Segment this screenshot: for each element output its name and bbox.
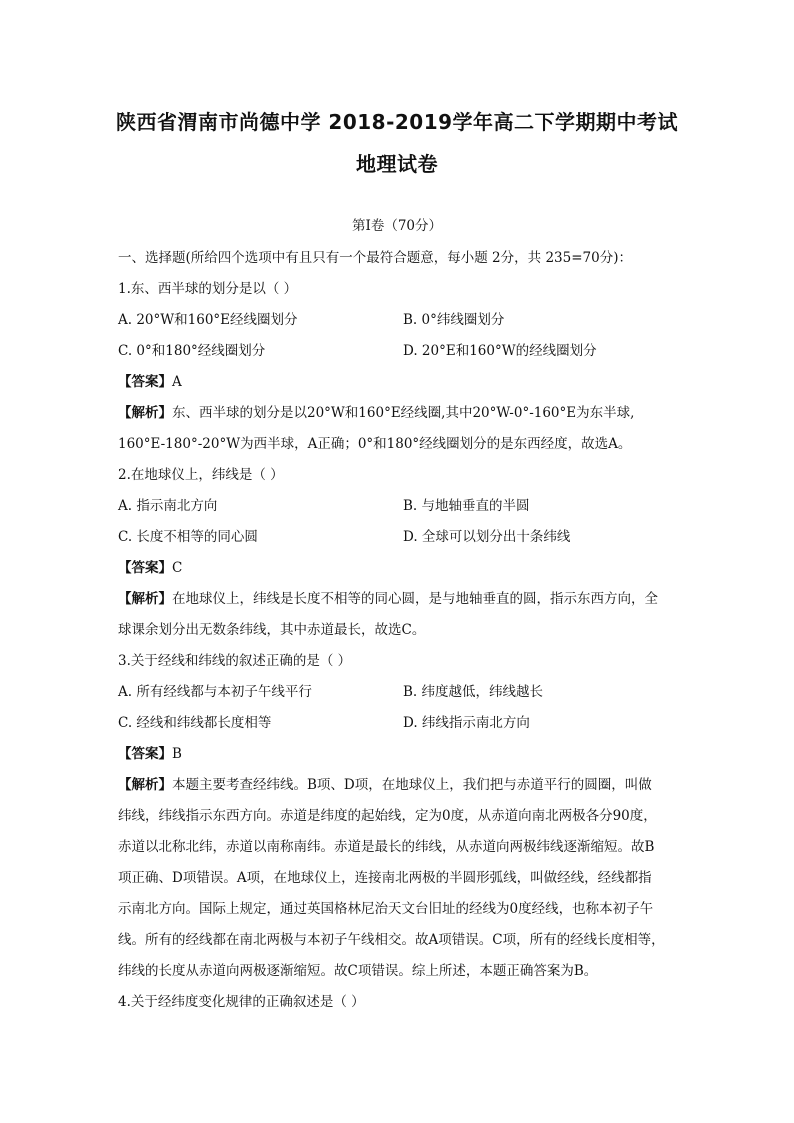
question-2-option-d: D. 全球可以划分出十条纬线 xyxy=(403,529,571,545)
document-title-line2: 地理试卷 xyxy=(356,152,438,176)
question-3-analysis-line: 示南北方向。国际上规定，通过英国格林尼治天文台旧址的经线为0度经线，也称本初子午 xyxy=(118,901,654,917)
question-2-option-b: B. 与地轴垂直的半圆 xyxy=(403,498,530,514)
section-label: 第Ⅰ卷（70分） xyxy=(351,218,442,234)
question-3-option-c: C. 经线和纬线都长度相等 xyxy=(118,715,272,731)
question-2-answer xyxy=(118,558,182,578)
answer-tag: 【答案】 xyxy=(118,374,172,390)
question-3-answer xyxy=(118,744,182,764)
question-3-analysis-line: 项正确、D项错误。A项，在地球仪上，连接南北两极的半圆形弧线，叫做经线，经线都指 xyxy=(118,870,652,886)
question-2-option-c: C. 长度不相等的同心圆 xyxy=(118,529,258,545)
question-1-analysis-line xyxy=(118,403,634,423)
analysis-tag: 【解析】 xyxy=(118,591,172,607)
question-2-option-a: A. 指示南北方向 xyxy=(118,498,218,514)
question-3-option-d: D. 纬线指示南北方向 xyxy=(403,715,530,731)
answer-tag: 【答案】 xyxy=(118,560,172,576)
analysis-text: 本题主要考查经纬线。B项、D项，在地球仪上，我们把与赤道平行的圆圈，叫做 xyxy=(172,777,652,793)
question-3-option-b: B. 纬度越低，纬线越长 xyxy=(403,684,544,700)
answer-value: C xyxy=(172,560,183,576)
question-3-analysis-line: 纬线，纬线指示东西方向。赤道是纬度的起始线，定为0度，从赤道向南北两极各分90度， xyxy=(118,808,657,824)
question-1-answer xyxy=(118,372,182,392)
question-2-analysis-line: 球课余划分出无数条纬线，其中赤道最长，故选C。 xyxy=(118,622,426,638)
analysis-tag: 【解析】 xyxy=(118,777,172,793)
question-1-option-c: C. 0°和180°经线圈划分 xyxy=(118,343,266,359)
question-3-analysis-line: 线。所有的经线都在南北两极与本初子午线相交。故A项错误。C项，所有的经线长度相等， xyxy=(118,932,665,948)
question-3-analysis-line xyxy=(118,775,652,795)
analysis-text: 在地球仪上，纬线是长度不相等的同心圆，是与地轴垂直的圆，指示东西方向，全 xyxy=(172,591,658,607)
section-instruction: 一、选择题(所给四个选项中有且只有一个最符合题意，每小题 2分，共 235=70分)： xyxy=(118,250,632,266)
answer-tag: 【答案】 xyxy=(118,746,172,762)
question-3-analysis-line: 赤道以北称北纬，赤道以南称南纬。赤道是最长的纬线，从赤道向两极纬线逐渐缩短。故B xyxy=(118,839,655,855)
document-title-line1: 陕西省渭南市尚德中学 2018-2019学年高二下学期期中考试 xyxy=(115,110,679,134)
analysis-text: 东、西半球的划分是以20°W和160°E经线圈,其中20°W-0°-160°E为东半球, xyxy=(172,405,635,421)
question-3-stem: 3.关于经线和纬线的叙述正确的是（ ） xyxy=(118,653,352,669)
question-2-analysis-line xyxy=(118,589,658,609)
question-3-option-a: A. 所有经线都与本初子午线平行 xyxy=(118,684,312,700)
answer-value: B xyxy=(172,746,182,762)
question-1-analysis-line: 160°E-180°-20°W为西半球，A正确；0°和180°经线圈划分的是东西经度，故选A。 xyxy=(118,436,632,452)
analysis-tag: 【解析】 xyxy=(118,405,172,421)
question-3-analysis-line: 纬线的长度从赤道向两极逐渐缩短。故C项错误。综上所述，本题正确答案为B。 xyxy=(118,963,598,979)
question-1-option-d: D. 20°E和160°W的经线圈划分 xyxy=(403,343,597,359)
answer-value: A xyxy=(172,374,182,390)
question-1-option-b: B. 0°纬线圈划分 xyxy=(403,312,505,328)
question-4-stem: 4.关于经纬度变化规律的正确叙述是（ ） xyxy=(118,994,365,1010)
question-1-option-a: A. 20°W和160°E经线圈划分 xyxy=(118,312,298,328)
question-1-stem: 1.东、西半球的划分是以（ ） xyxy=(118,281,298,297)
question-2-stem: 2.在地球仪上，纬线是（ ） xyxy=(118,467,284,483)
